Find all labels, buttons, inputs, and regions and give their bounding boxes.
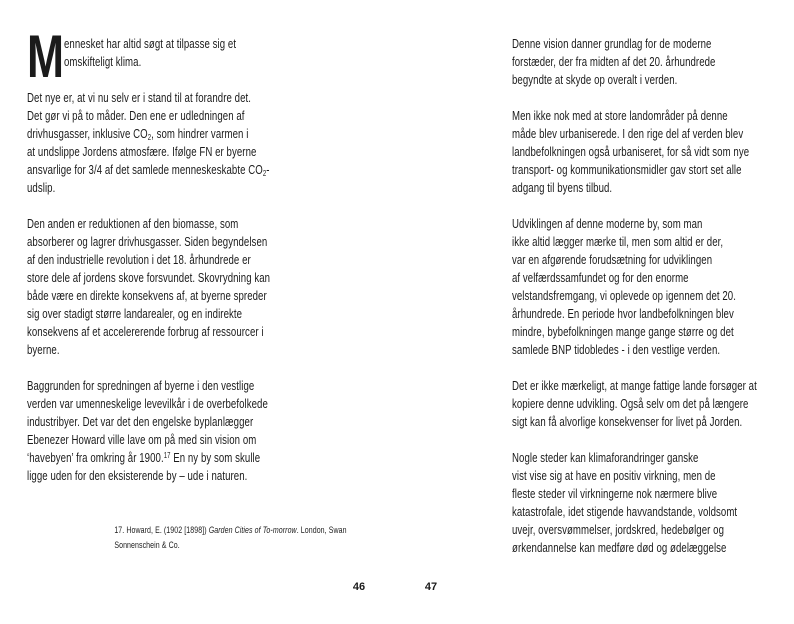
paragraph: Denne vision danner grundlag for de moderne forstæder, der fra midten af det 20. århundrede begyndte at skyde op overalt i verden.	[512, 36, 716, 87]
paragraph: Baggrunden for spredningen af byerne i den vestlige verden var umenneskelige levevilkår i de overbefolkede industribyer. Det var det den engelske byplanlægger Ebenezer Howard ville lave om på med sin vision om ‘havebyen’ fra omkring år 1900.17 En ny by som skulle ligge uden for den eksisterende by – ude i naturen.	[27, 378, 268, 483]
page-number-left: 46	[352, 581, 366, 593]
paragraph: Nogle steder kan klimaforandringer ganske vist vise sig at have en positiv virkning, men de fleste steder vil virkningerne nok nærmere blive katastrofale, idet stigende havvandstande, voldsomt uvejr, oversvømmelser, jordskred, hedebølger og ørkendannelse kan medføre død og ødelæggelse	[512, 450, 738, 555]
opening-paragraph-text: ennesket har altid søgt at tilpasse sig et omskifteligt klima.	[64, 36, 237, 69]
paragraph: Udviklingen af denne moderne by, som man ikke altid lægger mærke til, men som altid er der, var en afgørende forudsætning for udviklingen af velfærdssamfundet og for den enorme velstandsfremgang, vi oplevede op igennem det 20. århundrede. En periode hvor landbefolkningen blev mindre, bybefolkningen mange gange større og det samlede BNP tidobledes - i den vestlige verden.	[512, 216, 736, 357]
paragraph: Det er ikke mærkeligt, at mange fattige lande forsøger at kopiere denne udvikling. Også selv om det på længere sigt kan få alvorlige konsekvenser for livet på Jorden.	[512, 378, 757, 429]
paragraph: Men ikke nok med at store landområder på denne måde blev urbaniserede. I den rige del af verden blev landbefolkningen også urbaniseret, for så vidt som nye transport- og kommunikationsmidler gav stort set alle adgang til byens tilbud.	[512, 108, 750, 195]
page-right	[512, 35, 757, 557]
drop-cap: M	[27, 23, 64, 90]
opening-paragraph	[27, 23, 347, 90]
paragraph: Den anden er reduktionen af den biomasse, som absorberer og lagrer drivhusgasser. Siden begyndelsen af den industrielle revolution i det 18. århundrede er store dele af jordens skove forsvundet. Skovrydning kan både være en direkte konsekvens af, at byerne spreder sig over stadigt større landarealer, og en indirekte konsekvens af et accelererende forbrug af ressourcer i byerne.	[27, 216, 271, 357]
footnote-citation: 17. Howard, E. (1902 [1898]) Garden Cities of To-morrow. London, Swan Sonnenschein & Co.	[114, 525, 347, 551]
page-left	[27, 23, 347, 553]
paragraph: Det nye er, at vi nu selv er i stand til at forandre det. Det gør vi på to måder. Den ene er udledningen af drivhusgasser, inklusive $CO_2$, som hindrer varmen i at undslippe Jordens atmosfære. Ifølge FN er byerne ansvarlige for 3/4 af det samlede menneskeskabte $CO_2-$ udslip.	[27, 90, 270, 195]
page-number-right: 47	[424, 581, 438, 593]
